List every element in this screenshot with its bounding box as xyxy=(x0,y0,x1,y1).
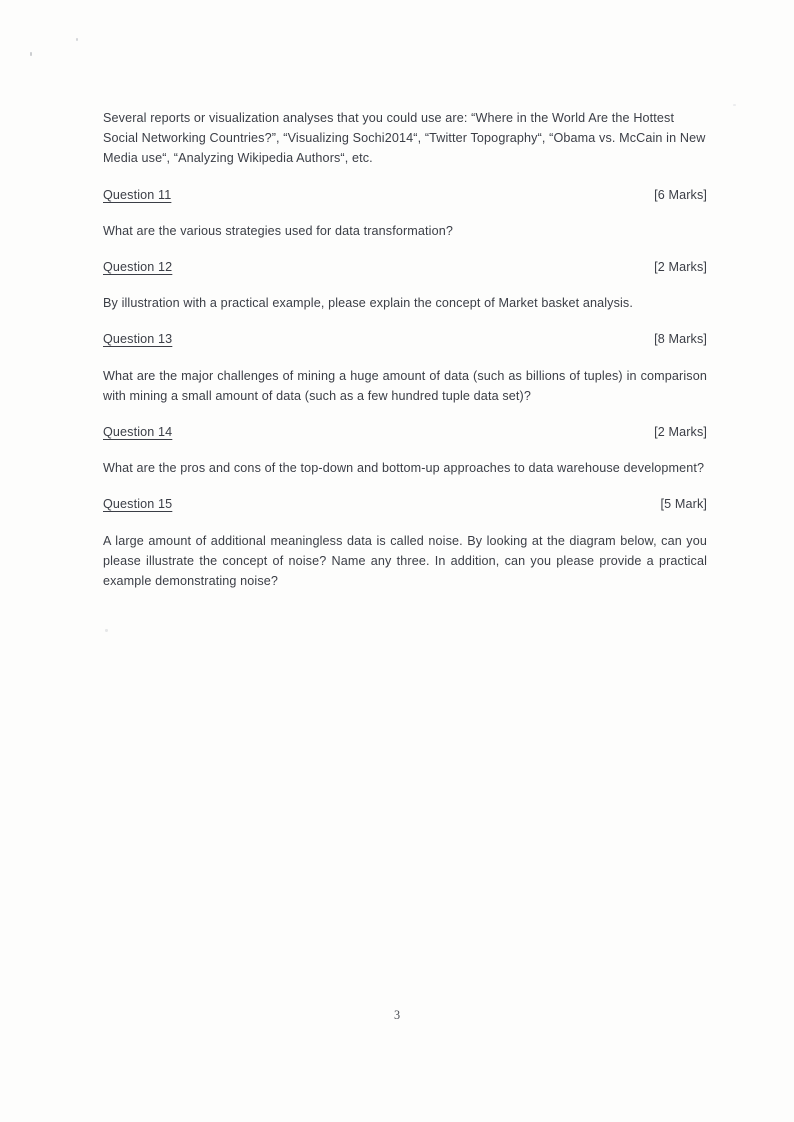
spacer xyxy=(103,241,707,257)
spacer xyxy=(103,515,707,531)
document-body xyxy=(103,108,707,591)
question-heading-14 xyxy=(103,422,707,442)
question-marks: [6 Marks] xyxy=(654,187,707,202)
spacer xyxy=(103,277,707,293)
page-number: 3 xyxy=(393,1008,401,1022)
spacer xyxy=(103,313,707,329)
question-body-13: What are the major challenges of mining a huge amount of data (such as billions of tuples) in comparison with mining a small amount of data (such as a few hundred tuple data set)? xyxy=(103,368,707,403)
question-marks: [2 Marks] xyxy=(654,425,707,440)
scan-speck-icon xyxy=(76,38,78,41)
question-heading-13 xyxy=(103,329,707,349)
question-body-15: A large amount of additional meaningless data is called noise. By looking at the diagram below, can you please illustrate the concept of noise? Name any three. In addition, can you please provide a practical example demonstrating noise? xyxy=(103,533,707,589)
question-body-12: By illustration with a practical example, please explain the concept of Market basket analysis. xyxy=(103,296,633,311)
scan-speck-icon xyxy=(30,52,32,56)
question-marks: [2 Marks] xyxy=(654,260,707,275)
question-body-14: What are the pros and cons of the top-down and bottom-up approaches to data warehouse development? xyxy=(103,461,705,476)
spacer xyxy=(103,350,707,366)
spacer xyxy=(103,169,707,185)
spacer xyxy=(103,406,707,422)
question-heading-15 xyxy=(103,494,707,514)
question-title: Question 14 xyxy=(103,425,173,440)
question-body-11: What are the various strategies used for data transformation? xyxy=(103,223,453,238)
question-marks: [8 Marks] xyxy=(654,332,707,347)
question-heading-12 xyxy=(103,257,707,277)
scan-speck-icon xyxy=(733,104,736,106)
question-heading-11 xyxy=(103,185,707,205)
scan-speck-icon xyxy=(105,629,108,632)
question-title: Question 11 xyxy=(103,187,172,202)
intro-paragraph: Several reports or visualization analyses that you could use are: “Where in the World Are the Hottest Social Networking Countries?”, “Visualizing Sochi2014“, “Twitter Topography“, “Obama vs. McCain in New Media use“, “Analyzing Wikipedia Authors“, etc. xyxy=(103,111,706,166)
spacer xyxy=(103,205,707,221)
question-title: Question 13 xyxy=(103,332,173,347)
question-title: Question 15 xyxy=(103,497,173,512)
spacer xyxy=(103,478,707,494)
question-marks: [5 Mark] xyxy=(660,497,707,512)
question-title: Question 12 xyxy=(103,260,173,275)
spacer xyxy=(103,442,707,458)
